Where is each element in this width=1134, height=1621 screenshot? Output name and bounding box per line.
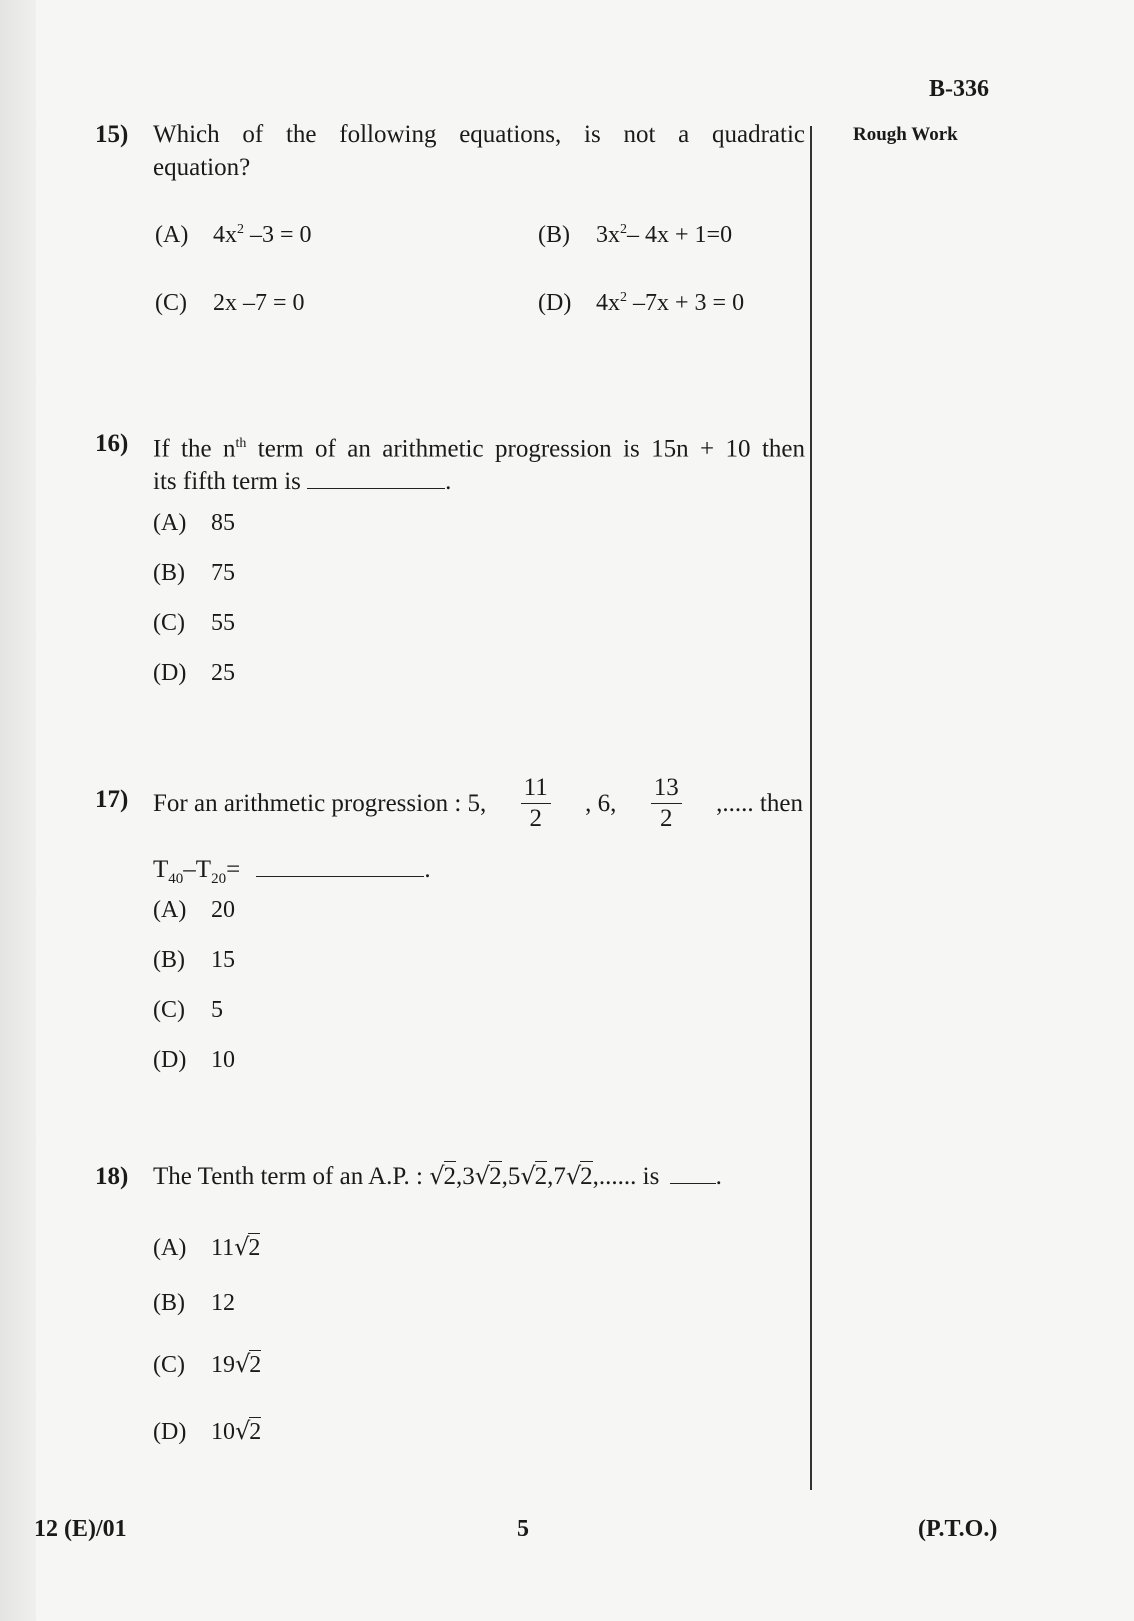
q18-option-a[interactable]: (A) 11√2: [153, 1233, 261, 1261]
question-text-line-2: equation?: [153, 154, 251, 181]
q15-option-b[interactable]: (B) $3x^2-$ 4x + 1=0: [538, 222, 733, 248]
sqrt-term: √2: [429, 1162, 457, 1190]
sqrt-term: √2: [474, 1162, 502, 1190]
question-17: [95, 773, 805, 834]
q18-option-d[interactable]: (D) 10√2: [153, 1417, 262, 1445]
footer-code: 12 (E)/01: [34, 1516, 127, 1542]
question-number: 16): [95, 430, 129, 457]
question-18: [95, 1160, 805, 1193]
answer-blank: [670, 1165, 716, 1184]
question-text: The Tenth term of an A.P. : √2,3√2,5√2,7√2,...... is .: [153, 1160, 805, 1193]
answer-blank: [307, 470, 445, 489]
fraction-11-2: $\frac{11}{2}$: [521, 773, 551, 834]
question-number: 15): [95, 121, 129, 148]
q15-option-d[interactable]: (D) $4x^2$ –7x + 3 = 0: [538, 290, 745, 316]
question-text-line-1: For an arithmetic progression : 5, $\frac{11}{2}$ , 6, $\frac{13}{2}$ ,..... then: [153, 774, 803, 832]
question-text-line-1: Which of the following equations, is not a quadratic: [153, 121, 805, 148]
pto-label: (P.T.O.): [918, 1516, 998, 1542]
q17-option-b[interactable]: (B) 15: [153, 947, 235, 973]
q16-option-b[interactable]: (B) 75: [153, 560, 235, 586]
q15-option-a[interactable]: (A) $4x^2$ –3 = 0: [155, 222, 312, 248]
q16-option-d[interactable]: (D) 25: [153, 660, 235, 686]
q16-option-a[interactable]: (A) 85: [153, 510, 235, 536]
column-divider: [810, 126, 812, 1490]
q18-option-c[interactable]: (C) 19√2: [153, 1350, 262, 1378]
q15-option-c[interactable]: (C) 2x –7 = 0: [155, 290, 305, 316]
q17-option-a[interactable]: (A) 20: [153, 897, 235, 923]
q18-option-b[interactable]: (B) 12: [153, 1290, 235, 1316]
page-edge: [0, 0, 36, 1621]
page-number: 5: [517, 1516, 529, 1542]
sqrt-term: √2: [565, 1162, 593, 1190]
question-15: [95, 118, 805, 184]
question-number: 18): [95, 1163, 129, 1190]
q16-option-c[interactable]: (C) 55: [153, 610, 235, 636]
sqrt-term: √2: [520, 1162, 548, 1190]
fraction-13-2: $\frac{13}{2}$: [651, 773, 682, 834]
q17-expression: $T_{40}-T_{20}=$ .: [153, 856, 431, 887]
rough-work-label: Rough Work: [853, 124, 958, 145]
q17-option-d[interactable]: (D) 10: [153, 1047, 235, 1073]
question-16: [95, 427, 805, 498]
question-number: 17): [95, 786, 129, 813]
question-text-line-2: its fifth term is .: [153, 468, 452, 496]
sequence-terms: √2,3√2,5√2,7√2,...... is: [429, 1163, 665, 1190]
question-text-line-1: If the $n^{th}$ term of an arithmetic progression is 15n + 10 then: [153, 435, 805, 463]
answer-blank: [256, 858, 424, 877]
q17-option-c[interactable]: (C) 5: [153, 997, 223, 1023]
paper-code: B-336: [929, 76, 989, 102]
